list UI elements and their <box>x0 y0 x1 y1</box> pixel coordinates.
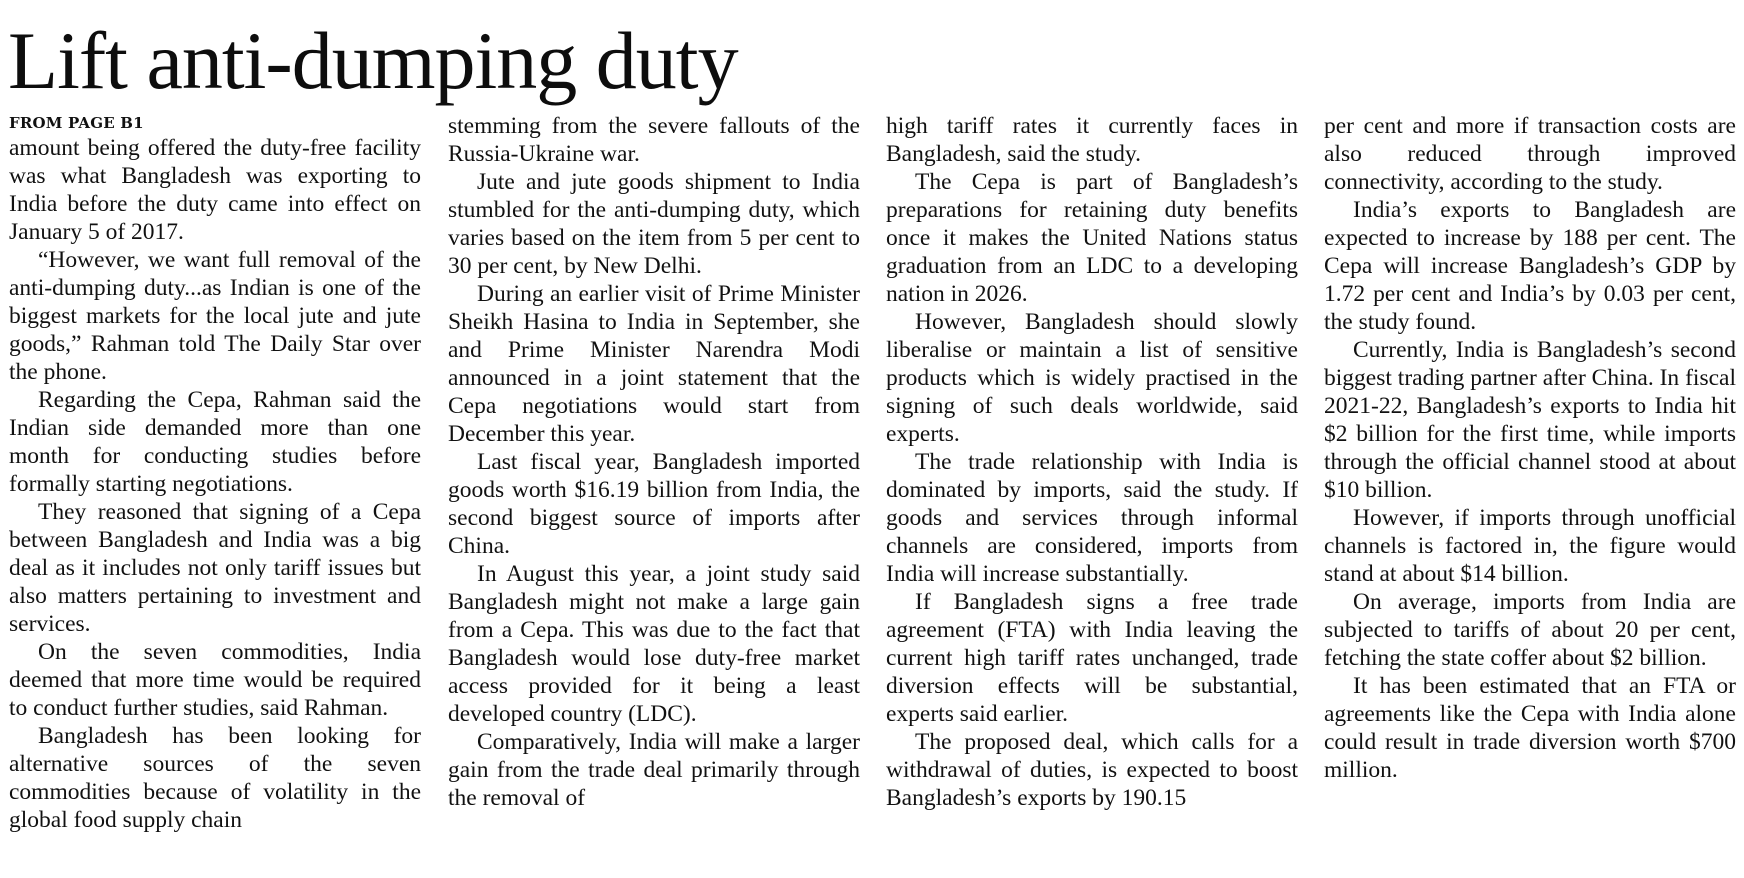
paragraph: However, Bangladesh should slowly liberalise or maintain a list of sensitive products which is widely practised in the signing of such deals worldwide, said experts. <box>886 309 1298 447</box>
headline: Lift anti-dumping duty <box>8 15 738 106</box>
paragraph: Last fiscal year, Bangladesh imported goods worth $16.19 billion from India, the second biggest source of imports after China. <box>448 449 860 559</box>
column-2 <box>448 112 860 872</box>
column-1 <box>9 112 421 872</box>
paragraph: Comparatively, India will make a larger gain from the trade deal primarily through the removal of <box>448 729 860 811</box>
paragraph: “However, we want full removal of the anti-dumping duty...as Indian is one of the biggest markets for the local jute and jute goods,” Rahman told The Daily Star over the phone. <box>9 247 421 385</box>
paragraph: The proposed deal, which calls for a withdrawal of duties, is expected to boost Bangladesh’s exports by 190.15 <box>886 729 1298 811</box>
paragraph: However, if imports through unofficial channels is factored in, the figure would stand at about $14 billion. <box>1324 505 1736 587</box>
paragraph: On average, imports from India are subjected to tariffs of about 20 per cent, fetching the state coffer about $2 billion. <box>1324 589 1736 671</box>
paragraph: Jute and jute goods shipment to India stumbled for the anti-dumping duty, which varies based on the item from 5 per cent to 30 per cent, by New Delhi. <box>448 169 860 279</box>
paragraph: stemming from the severe fallouts of the Russia-Ukraine war. <box>448 113 860 167</box>
paragraph: amount being offered the duty-free facility was what Bangladesh was exporting to India before the duty came into effect on January 5 of 2017. <box>9 135 421 245</box>
paragraph: In August this year, a joint study said Bangladesh might not make a large gain from a Cepa. This was due to the fact that Bangladesh would lose duty-free market access provided for it being a least developed country (LDC). <box>448 561 860 727</box>
paragraph: high tariff rates it currently faces in Bangladesh, said the study. <box>886 113 1298 167</box>
paragraph: Bangladesh has been looking for alternative sources of the seven commodities because of volatility in the global food supply chain <box>9 723 421 833</box>
paragraph: The trade relationship with India is dominated by imports, said the study. If goods and services through informal channels are considered, imports from India will increase substantially. <box>886 449 1298 587</box>
paragraph: Regarding the Cepa, Rahman said the Indian side demanded more than one month for conducting studies before formally starting negotiations. <box>9 387 421 497</box>
column-4 <box>1324 112 1736 872</box>
paragraph: It has been estimated that an FTA or agreements like the Cepa with India alone could result in trade diversion worth $700 million. <box>1324 673 1736 783</box>
continued-from-label: FROM PAGE B1 <box>9 114 144 132</box>
paragraph: Currently, India is Bangladesh’s second biggest trading partner after China. In fiscal 2021-22, Bangladesh’s exports to India hit $2 billion for the first time, while imports through the official channel stood at about $10 billion. <box>1324 337 1736 503</box>
paragraph: per cent and more if transaction costs are also reduced through improved connectivity, according to the study. <box>1324 113 1736 195</box>
column-3 <box>886 112 1298 872</box>
paragraph: They reasoned that signing of a Cepa between Bangladesh and India was a big deal as it includes not only tariff issues but also matters pertaining to investment and services. <box>9 499 421 637</box>
paragraph: If Bangladesh signs a free trade agreement (FTA) with India leaving the current high tariff rates unchanged, trade diversion effects will be substantial, experts said earlier. <box>886 589 1298 727</box>
article-body <box>0 112 1744 878</box>
paragraph: The Cepa is part of Bangladesh’s preparations for retaining duty benefits once it makes the United Nations status graduation from an LDC to a developing nation in 2026. <box>886 169 1298 307</box>
paragraph: During an earlier visit of Prime Minister Sheikh Hasina to India in September, she and Prime Minister Narendra Modi announced in a joint statement that the Cepa negotiations would start from December this year. <box>448 281 860 447</box>
paragraph: On the seven commodities, India deemed that more time would be required to conduct further studies, said Rahman. <box>9 639 421 721</box>
paragraph: India’s exports to Bangladesh are expected to increase by 188 per cent. The Cepa will increase Bangladesh’s GDP by 1.72 per cent and India’s by 0.03 per cent, the study found. <box>1324 197 1736 335</box>
